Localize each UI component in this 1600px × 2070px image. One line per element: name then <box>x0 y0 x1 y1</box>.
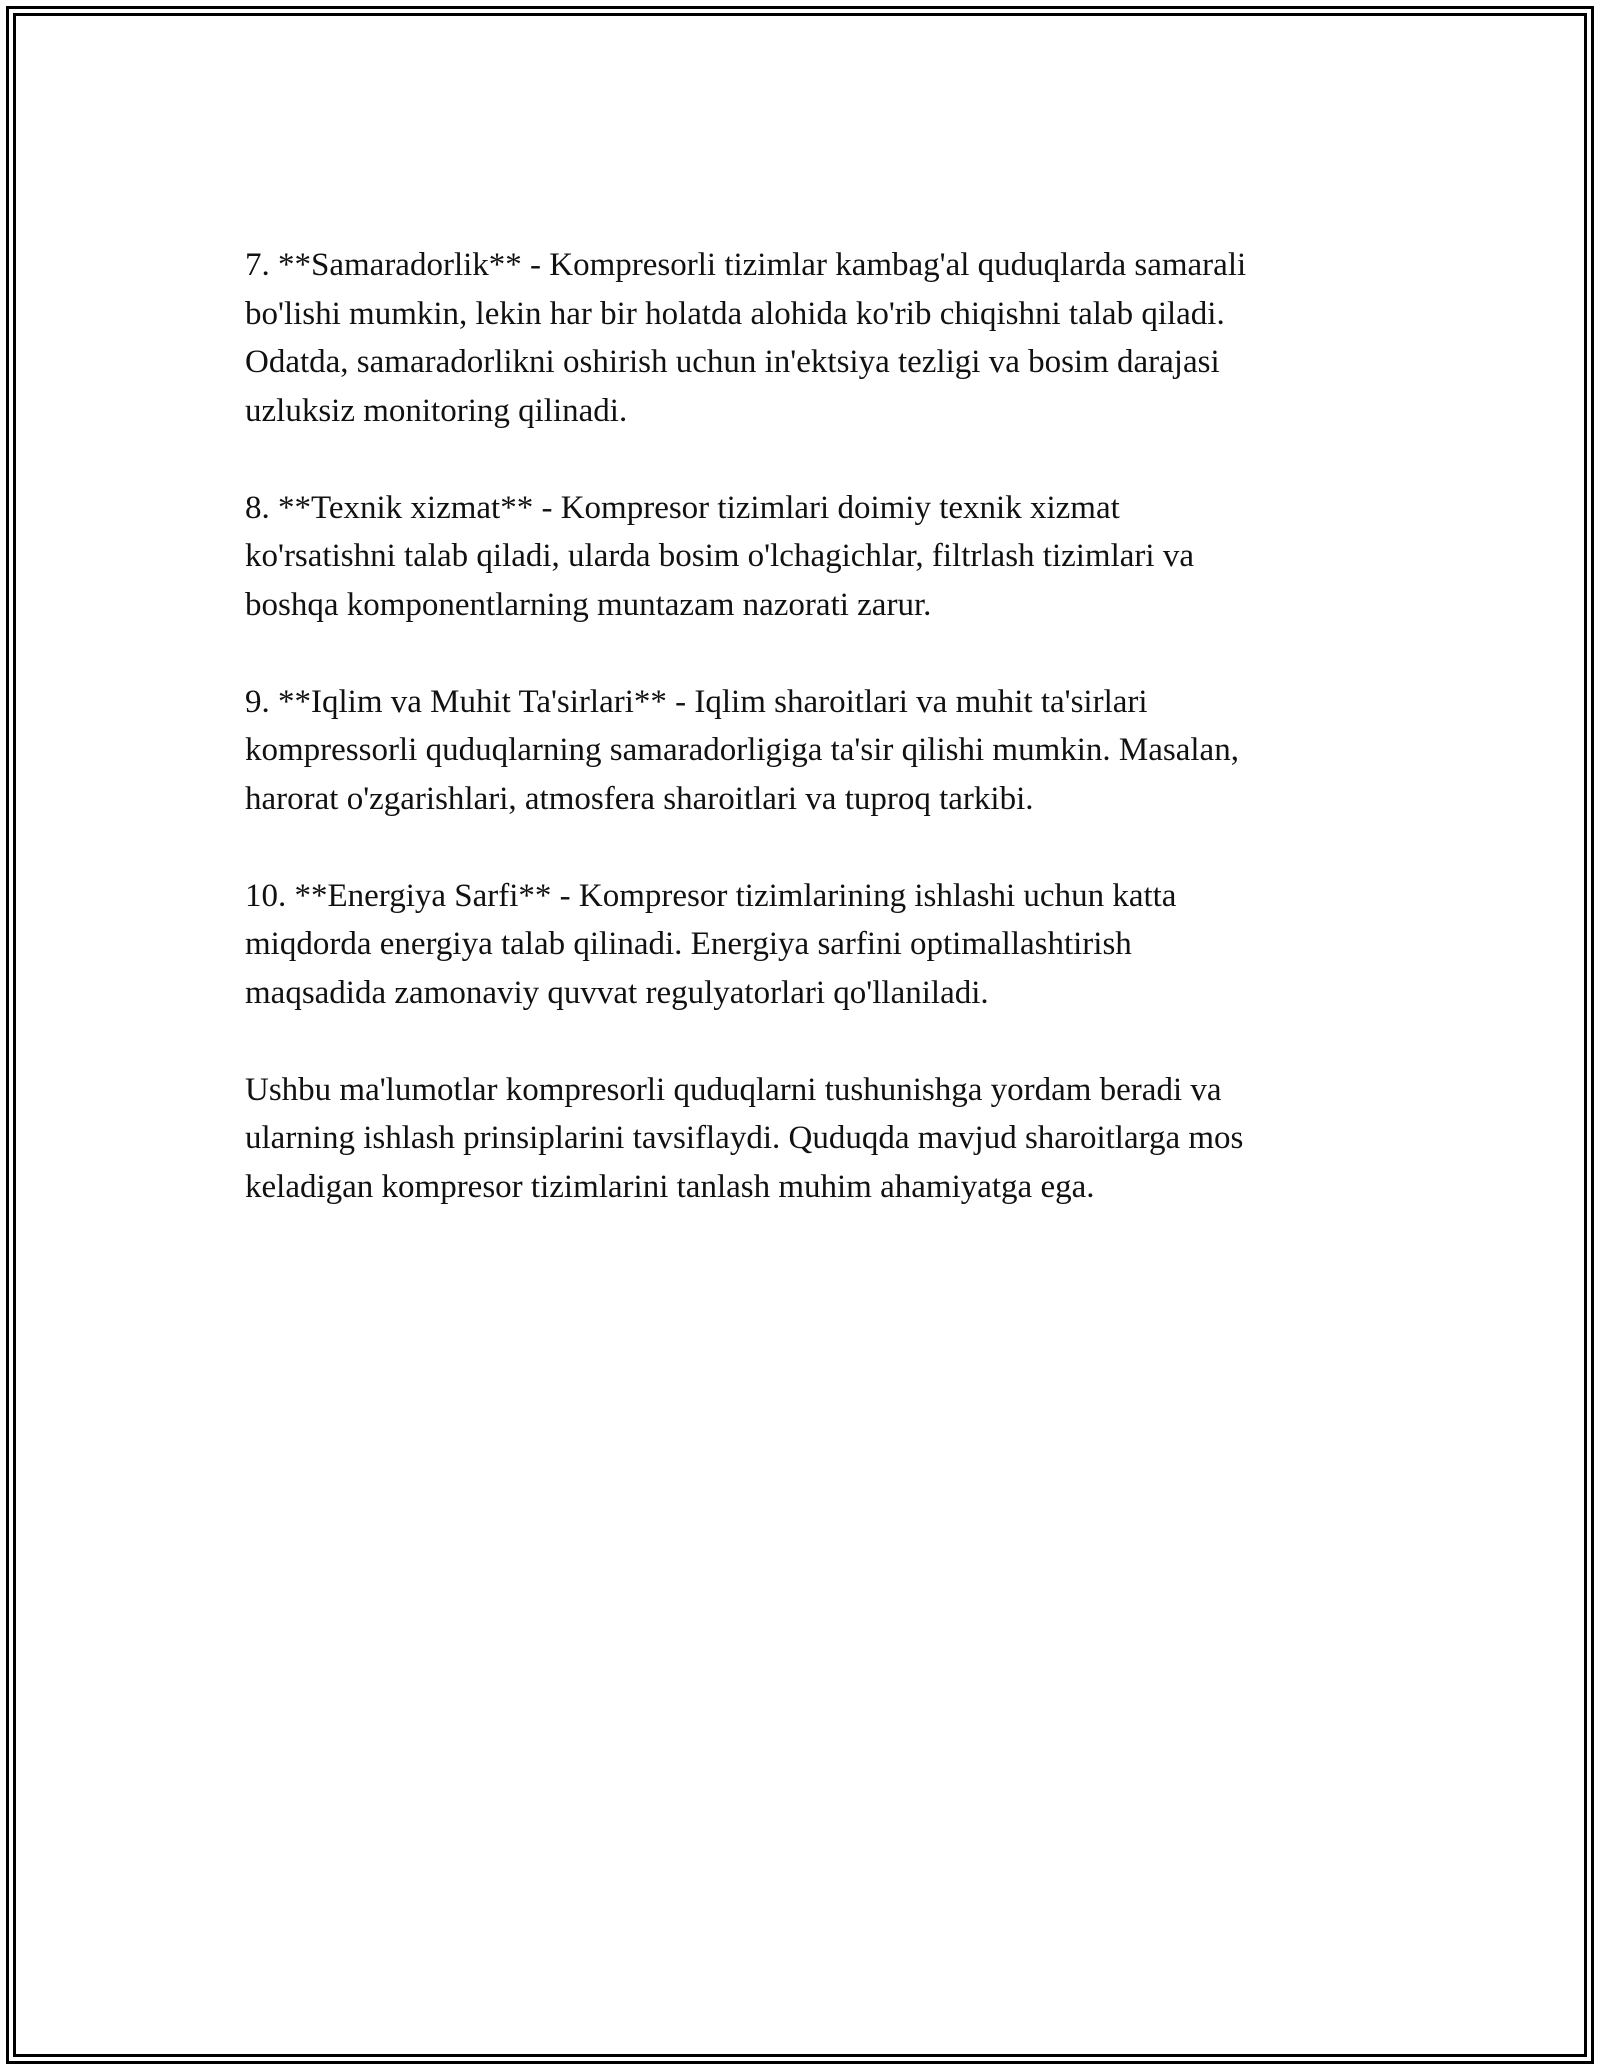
page-border <box>6 6 1594 2064</box>
paragraph-conclusion: Ushbu ma'lumotlar kompresorli quduqlarni tushunishga yordam beradi va ularning ishlash prinsiplarini tavsiflaydi. Quduqda mavjud sharoitlarga mos keladigan kompresor tizimlarini tanlash muhim ahamiyatga ega. <box>245 1071 1244 1205</box>
paragraph-iqlim-va-muhit: 9. **Iqlim va Muhit Ta'sirlari** - Iqlim sharoitlari va muhit ta'sirlari kompressorli quduqlarning samaradorligiga ta'sir qilishi mumkin. Masalan, harorat o'zgarishlari, atmosfera sharoitlari va tuproq tarkibi. <box>245 683 1239 817</box>
paragraph-samaradorlik: 7. **Samaradorlik** - Kompresorli tizimlar kambag'al quduqlarda samarali bo'lishi mumkin, lekin har bir holatda alohida ko'rib chiqishni talab qiladi. Odatda, samaradorlikni oshirish uchun in'ektsiya tezligi va bosim darajasi uzluksiz monitoring qilinadi. <box>245 247 1247 429</box>
document-body <box>245 241 1375 1211</box>
paragraph-texnik-xizmat: 8. **Texnik xizmat** - Kompresor tizimlari doimiy texnik xizmat ko'rsatishni talab qiladi, ularda bosim o'lchagichlar, filtrlash tizimlari va boshqa komponentlarning muntazam nazorati zarur. <box>245 489 1194 623</box>
paragraph-energiya-sarfi: 10. **Energiya Sarfi** - Kompresor tizimlarining ishlashi uchun katta miqdorda energiya talab qilinadi. Energiya sarfini optimallashtirish maqsadida zamonaviy quvvat regulyatorlari qo'llaniladi. <box>245 877 1177 1011</box>
